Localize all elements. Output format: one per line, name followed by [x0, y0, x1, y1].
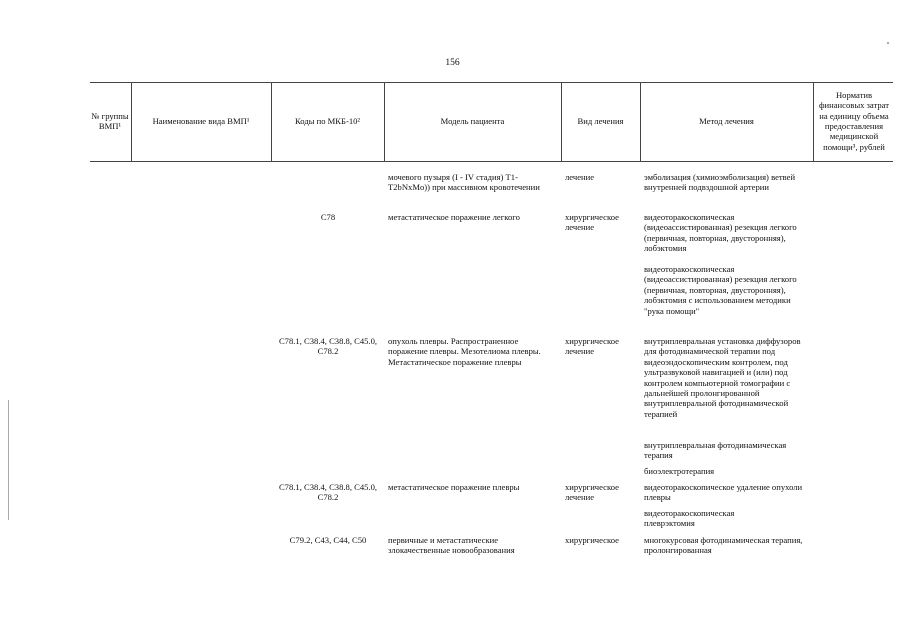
treatment-method-cell: видеоторакоскопическая (видеоассистированная) резекция легкого (первичная, повторная, двусторонняя), лобэктомия	[644, 212, 797, 254]
treatment-method-cell: внутриплевральная фотодинамическая терапия	[644, 440, 787, 461]
column-header-type: Вид лечения	[577, 115, 624, 126]
treatment-type-cell: хирургическое лечение	[565, 212, 619, 233]
treatment-type-cell: лечение	[565, 172, 595, 182]
treatment-method-cell: видеоторакоскопическая плеврэктомия	[644, 508, 735, 529]
icd-codes-cell: C79.2, C43, C44, C50	[289, 535, 367, 545]
scan-mark	[887, 42, 889, 44]
treatment-method-cell: видеоторакоскопическое удаление опухоли плевры	[644, 482, 803, 503]
page-number: 156	[445, 58, 460, 68]
scan-mark	[8, 400, 9, 520]
patient-model-cell: мочевого пузыря (I - IV стадия) T1-T2bNxMo)) при массивном кровотечении	[388, 172, 540, 193]
patient-model-cell: опухоль плевры. Распространенное поражение плевры. Мезотелиома плевры. Метастатическое поражение плевры	[388, 336, 541, 367]
column-header-model: Модель пациента	[440, 115, 505, 126]
column-header-method: Метод лечения	[699, 115, 754, 126]
column-header-name: Наименование вида ВМП¹	[152, 115, 250, 126]
treatment-method-cell: внутриплевральная установка диффузоров для фотодинамической терапии под видеоэндоскопическим контролем, под ультразвуковой навигацией и (или) под контролем компьютерной томографии с дальнейшей пролонгированной внутриплевральной фотодинамической терапией	[644, 336, 801, 419]
treatment-method-cell: эмболизация (химиоэмболизация) ветвей внутренней подвздошной артерии	[644, 172, 796, 193]
icd-codes-cell: C78	[320, 212, 336, 222]
treatment-type-cell: хирургическое лечение	[565, 336, 619, 357]
header-bottom-rule	[90, 161, 893, 162]
column-header-norm: Норматив финансовых затрат на единицу объема предоставления медицинской помощи³, рублей	[818, 89, 890, 152]
treatment-method-cell: биоэлектротерапия	[644, 466, 715, 476]
treatment-method-cell: видеоторакоскопическая (видеоассистированная) резекция легкого (первичная, повторная, двусторонняя), лобэктомия с использованием методики "рука помощи"	[644, 264, 797, 316]
column-header-group: № группы ВМП¹	[91, 110, 129, 131]
patient-model-cell: первичные и метастатические злокачественные новообразования	[388, 535, 515, 556]
treatment-type-cell: хирургическое лечение	[565, 482, 619, 503]
icd-codes-cell: C78.1, C38.4, C38.8, C45.0, C78.2	[278, 336, 378, 357]
treatment-method-cell: многокурсовая фотодинамическая терапия, пролонгированная	[644, 535, 803, 556]
column-header-codes: Коды по МКБ-10²	[294, 115, 361, 126]
icd-codes-cell: C78.1, C38.4, C38.8, C45.0, C78.2	[278, 482, 378, 503]
patient-model-cell: метастатическое поражение плевры	[388, 482, 520, 492]
treatment-type-cell: хирургическое	[565, 535, 619, 545]
patient-model-cell: метастатическое поражение легкого	[388, 212, 520, 222]
